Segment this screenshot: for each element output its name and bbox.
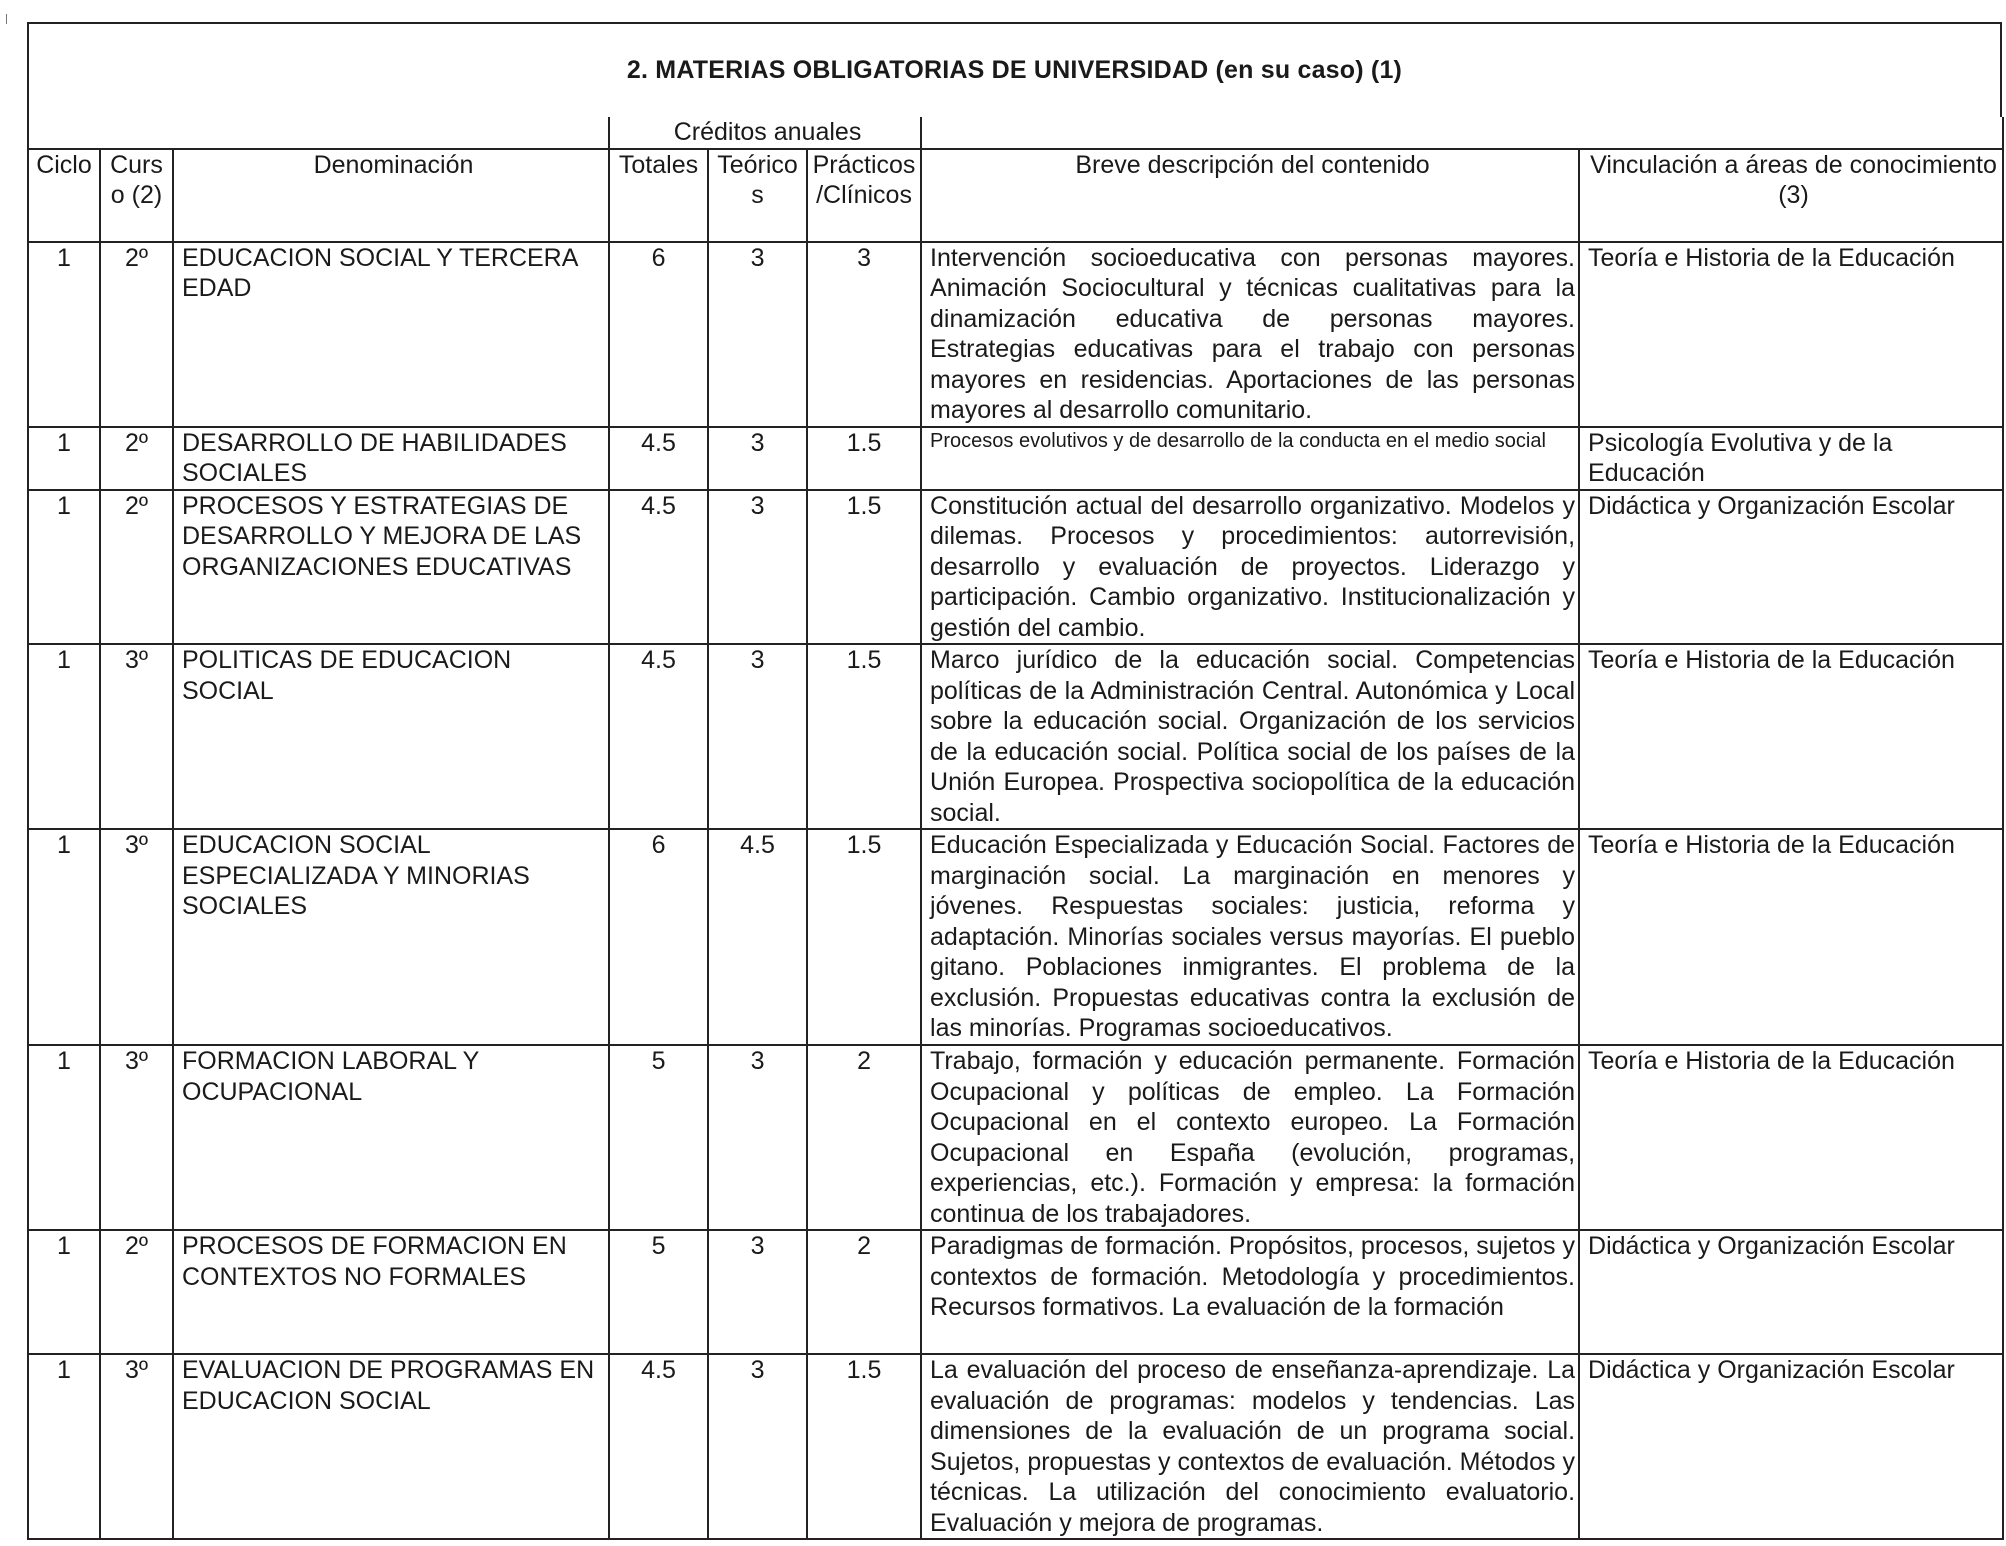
cell-teoricos: 3 — [708, 1354, 807, 1539]
cell-descripcion: Paradigmas de formación. Propósitos, procesos, sujetos y contextos de formación. Metodología y procedimientos. Recursos formativos. La evaluación de la formación — [921, 1230, 1579, 1354]
cell-area: Teoría e Historia de la Educación — [1579, 242, 2003, 427]
cell-area: Teoría e Historia de la Educación — [1579, 1045, 2003, 1230]
cell-practicos: 1.5 — [807, 427, 921, 490]
table-row — [28, 427, 2003, 490]
header-teoricos: Teóricos — [708, 149, 807, 242]
subjects-table — [27, 117, 2004, 1540]
cell-area: Didáctica y Organización Escolar — [1579, 1230, 2003, 1354]
cell-area: Teoría e Historia de la Educación — [1579, 644, 2003, 829]
header-row — [28, 149, 2003, 242]
cell-teoricos: 4.5 — [708, 829, 807, 1045]
cell-curso: 2º — [100, 427, 173, 490]
cell-totales: 4.5 — [609, 490, 708, 645]
cell-ciclo: 1 — [28, 829, 100, 1045]
page-title: 2. MATERIAS OBLIGATORIAS DE UNIVERSIDAD (en su caso) (1) — [626, 56, 1403, 84]
cell-curso: 3º — [100, 644, 173, 829]
cell-ciclo: 1 — [28, 644, 100, 829]
cell-teoricos: 3 — [708, 490, 807, 645]
cell-practicos: 2 — [807, 1230, 921, 1354]
cell-totales: 4.5 — [609, 427, 708, 490]
cell-practicos: 1.5 — [807, 1354, 921, 1539]
title-box — [27, 22, 2002, 117]
cell-ciclo: 1 — [28, 427, 100, 490]
table-row — [28, 829, 2003, 1045]
cell-descripcion: Procesos evolutivos y de desarrollo de la conducta en el medio social — [921, 427, 1579, 490]
cell-descripcion: La evaluación del proceso de enseñanza-aprendizaje. La evaluación de programas: modelos y tendencias. Las dimensiones de la evaluación de un programa social. Sujetos, propuestas y contextos de evaluación. Métodos y técnicas. La utilización del conocimiento evaluatorio. Evaluación y mejora de programas. — [921, 1354, 1579, 1539]
header-curso: Curso (2) — [100, 149, 173, 242]
scan-artifact-mark — [6, 14, 7, 24]
cell-totales: 4.5 — [609, 644, 708, 829]
cell-totales: 5 — [609, 1230, 708, 1354]
cell-curso: 2º — [100, 1230, 173, 1354]
cell-denominacion: EVALUACION DE PROGRAMAS EN EDUCACION SOCIAL — [173, 1354, 609, 1539]
cell-curso: 2º — [100, 242, 173, 427]
cell-totales: 6 — [609, 242, 708, 427]
cell-descripcion: Educación Especializada y Educación Social. Factores de marginación social. La marginación en menores y jóvenes. Respuestas sociales: justicia, reforma y adaptación. Minorías sociales versus mayorías. El pueblo gitano. Poblaciones inmigrantes. El problema de la exclusión. Propuestas educativas contra la exclusión de las minorías. Programas socioeducativos. — [921, 829, 1579, 1045]
header-totales: Totales — [609, 149, 708, 242]
header-practicos: Prácticos/Clínicos — [807, 149, 921, 242]
cell-denominacion: EDUCACION SOCIAL ESPECIALIZADA Y MINORIAS SOCIALES — [173, 829, 609, 1045]
cell-teoricos: 3 — [708, 427, 807, 490]
header-blank-right — [921, 117, 2003, 149]
cell-descripcion: Trabajo, formación y educación permanente. Formación Ocupacional y políticas de empleo. La Formación Ocupacional en el contexto europeo. La Formación Ocupacional en España (evolución, programas, experiencias, etc.). Formación y empresa: la formación continua de los trabajadores. — [921, 1045, 1579, 1230]
cell-curso: 3º — [100, 1045, 173, 1230]
cell-teoricos: 3 — [708, 644, 807, 829]
cell-teoricos: 3 — [708, 242, 807, 427]
cell-practicos: 1.5 — [807, 829, 921, 1045]
header-descripcion: Breve descripción del contenido — [921, 149, 1579, 242]
table-row — [28, 1354, 2003, 1539]
table-row — [28, 1230, 2003, 1354]
cell-descripcion: Constitución actual del desarrollo organizativo. Modelos y dilemas. Procesos y procedimientos: autorrevisión, desarrollo y evaluación de proyectos. Liderazgo y participación. Cambio organizativo. Institucionalización y gestión del cambio. — [921, 490, 1579, 645]
cell-denominacion: POLITICAS DE EDUCACION SOCIAL — [173, 644, 609, 829]
cell-curso: 2º — [100, 490, 173, 645]
cell-denominacion: EDUCACION SOCIAL Y TERCERA EDAD — [173, 242, 609, 427]
cell-totales: 4.5 — [609, 1354, 708, 1539]
header-vinculacion: Vinculación a áreas de conocimiento (3) — [1579, 149, 2003, 242]
cell-denominacion: DESARROLLO DE HABILIDADES SOCIALES — [173, 427, 609, 490]
header-row-credits — [28, 117, 2003, 149]
table-row — [28, 242, 2003, 427]
cell-ciclo: 1 — [28, 1045, 100, 1230]
cell-totales: 5 — [609, 1045, 708, 1230]
cell-denominacion: PROCESOS DE FORMACION EN CONTEXTOS NO FORMALES — [173, 1230, 609, 1354]
cell-practicos: 1.5 — [807, 644, 921, 829]
cell-teoricos: 3 — [708, 1045, 807, 1230]
header-denominacion: Denominación — [173, 149, 609, 242]
header-creditos-anuales: Créditos anuales — [609, 117, 921, 149]
cell-area: Teoría e Historia de la Educación — [1579, 829, 2003, 1045]
table-row — [28, 1045, 2003, 1230]
table-row — [28, 490, 2003, 645]
cell-descripcion: Marco jurídico de la educación social. Competencias políticas de la Administración Central. Autonómica y Local sobre la educación social. Organización de los servicios de la educación social. Política social de los países de la Unión Europea. Prospectiva sociopolítica de la educación social. — [921, 644, 1579, 829]
cell-area: Didáctica y Organización Escolar — [1579, 1354, 2003, 1539]
cell-ciclo: 1 — [28, 242, 100, 427]
cell-denominacion: FORMACION LABORAL Y OCUPACIONAL — [173, 1045, 609, 1230]
header-ciclo: Ciclo — [28, 149, 100, 242]
cell-practicos: 3 — [807, 242, 921, 427]
cell-curso: 3º — [100, 1354, 173, 1539]
cell-ciclo: 1 — [28, 1230, 100, 1354]
table-row — [28, 644, 2003, 829]
cell-denominacion: PROCESOS Y ESTRATEGIAS DE DESARROLLO Y MEJORA DE LAS ORGANIZACIONES EDUCATIVAS — [173, 490, 609, 645]
cell-practicos: 2 — [807, 1045, 921, 1230]
cell-area: Psicología Evolutiva y de la Educación — [1579, 427, 2003, 490]
cell-totales: 6 — [609, 829, 708, 1045]
header-blank-left — [28, 117, 609, 149]
cell-area: Didáctica y Organización Escolar — [1579, 490, 2003, 645]
cell-ciclo: 1 — [28, 490, 100, 645]
document-page — [27, 22, 2002, 1540]
cell-teoricos: 3 — [708, 1230, 807, 1354]
cell-ciclo: 1 — [28, 1354, 100, 1539]
cell-practicos: 1.5 — [807, 490, 921, 645]
cell-descripcion: Intervención socioeducativa con personas mayores. Animación Sociocultural y técnicas cualitativas para la dinamización educativa de personas mayores. Estrategias educativas para el trabajo con personas mayores en residencias. Aportaciones de las personas mayores al desarrollo comunitario. — [921, 242, 1579, 427]
cell-curso: 3º — [100, 829, 173, 1045]
